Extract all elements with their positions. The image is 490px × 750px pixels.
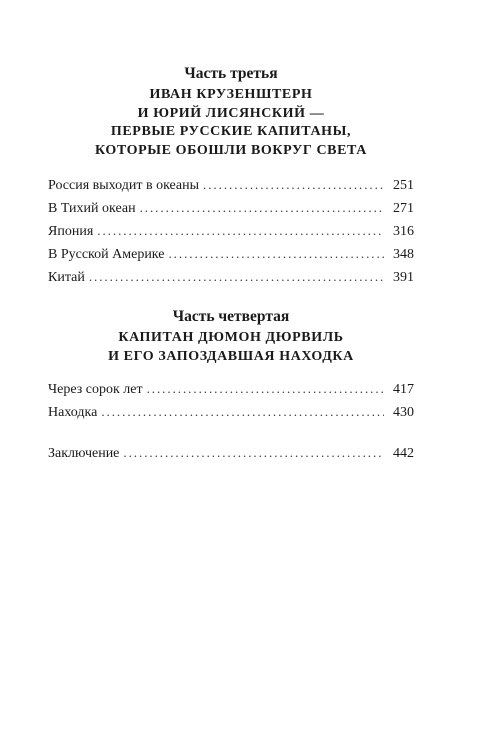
part-four-title-line: И ЕГО ЗАПОЗДАВШАЯ НАХОДКА [108,348,354,364]
dot-leader [203,174,384,196]
part-three-entries [48,174,414,289]
toc-entry-conclusion[interactable] [48,442,414,465]
toc-entry-page-number: 391 [393,270,414,285]
part-three-title-line: ИВАН КРУЗЕНШТЕРН [149,87,313,102]
toc-entry[interactable] [48,378,414,401]
toc-entry-label: Через сорок лет [48,382,143,397]
part-four-title-line: КАПИТАН ДЮМОН ДЮРВИЛЬ [118,330,344,345]
dot-leader [89,266,384,288]
toc-entry-page-number: 442 [393,446,414,461]
toc-entry[interactable] [48,266,414,289]
toc-entry-label: Заключение [48,446,120,461]
toc-entry-label: Находка [48,405,98,420]
toc-entry-label: В Русской Америке [48,247,165,262]
toc-entry-label: Китай [48,270,85,285]
part-three-title-line: КОТОРЫЕ ОБОШЛИ ВОКРУГ СВЕТА [94,142,367,158]
toc-entry[interactable] [48,197,414,220]
toc-entry-label: В Тихий океан [48,201,136,216]
toc-entry-page-number: 348 [393,247,414,262]
part-three-heading: Часть третья [184,65,278,82]
toc-entry[interactable] [48,174,414,197]
toc-entry-page-number: 251 [393,178,414,193]
toc-entry-page-number: 417 [393,382,414,397]
dot-leader [168,243,384,265]
dot-leader [101,401,384,423]
toc-entry-label: Россия выходит в океаны [48,178,200,193]
part-three-title [48,86,414,160]
toc-entry-page-number: 271 [393,201,414,216]
toc-entry-page-number: 316 [393,224,414,239]
dot-leader [123,442,384,464]
toc-entry-label: Япония [48,224,94,239]
toc-entry[interactable] [48,401,414,424]
conclusion-entry-list [48,442,414,465]
part-four-title [48,329,414,366]
toc-entry[interactable] [48,243,414,266]
dot-leader [147,378,384,400]
dot-leader [97,220,384,242]
part-four-entries [48,378,414,424]
toc-entry[interactable] [48,220,414,243]
part-four-heading: Часть четвертая [172,308,290,325]
part-three-title-line: ПЕРВЫЕ РУССКИЕ КАПИТАНЫ, [110,124,352,139]
table-of-contents-page [48,64,414,465]
toc-entry-page-number: 430 [393,405,414,420]
dot-leader [140,197,384,219]
part-three-title-line: И ЮРИЙ ЛИСЯНСКИЙ — [137,105,325,121]
